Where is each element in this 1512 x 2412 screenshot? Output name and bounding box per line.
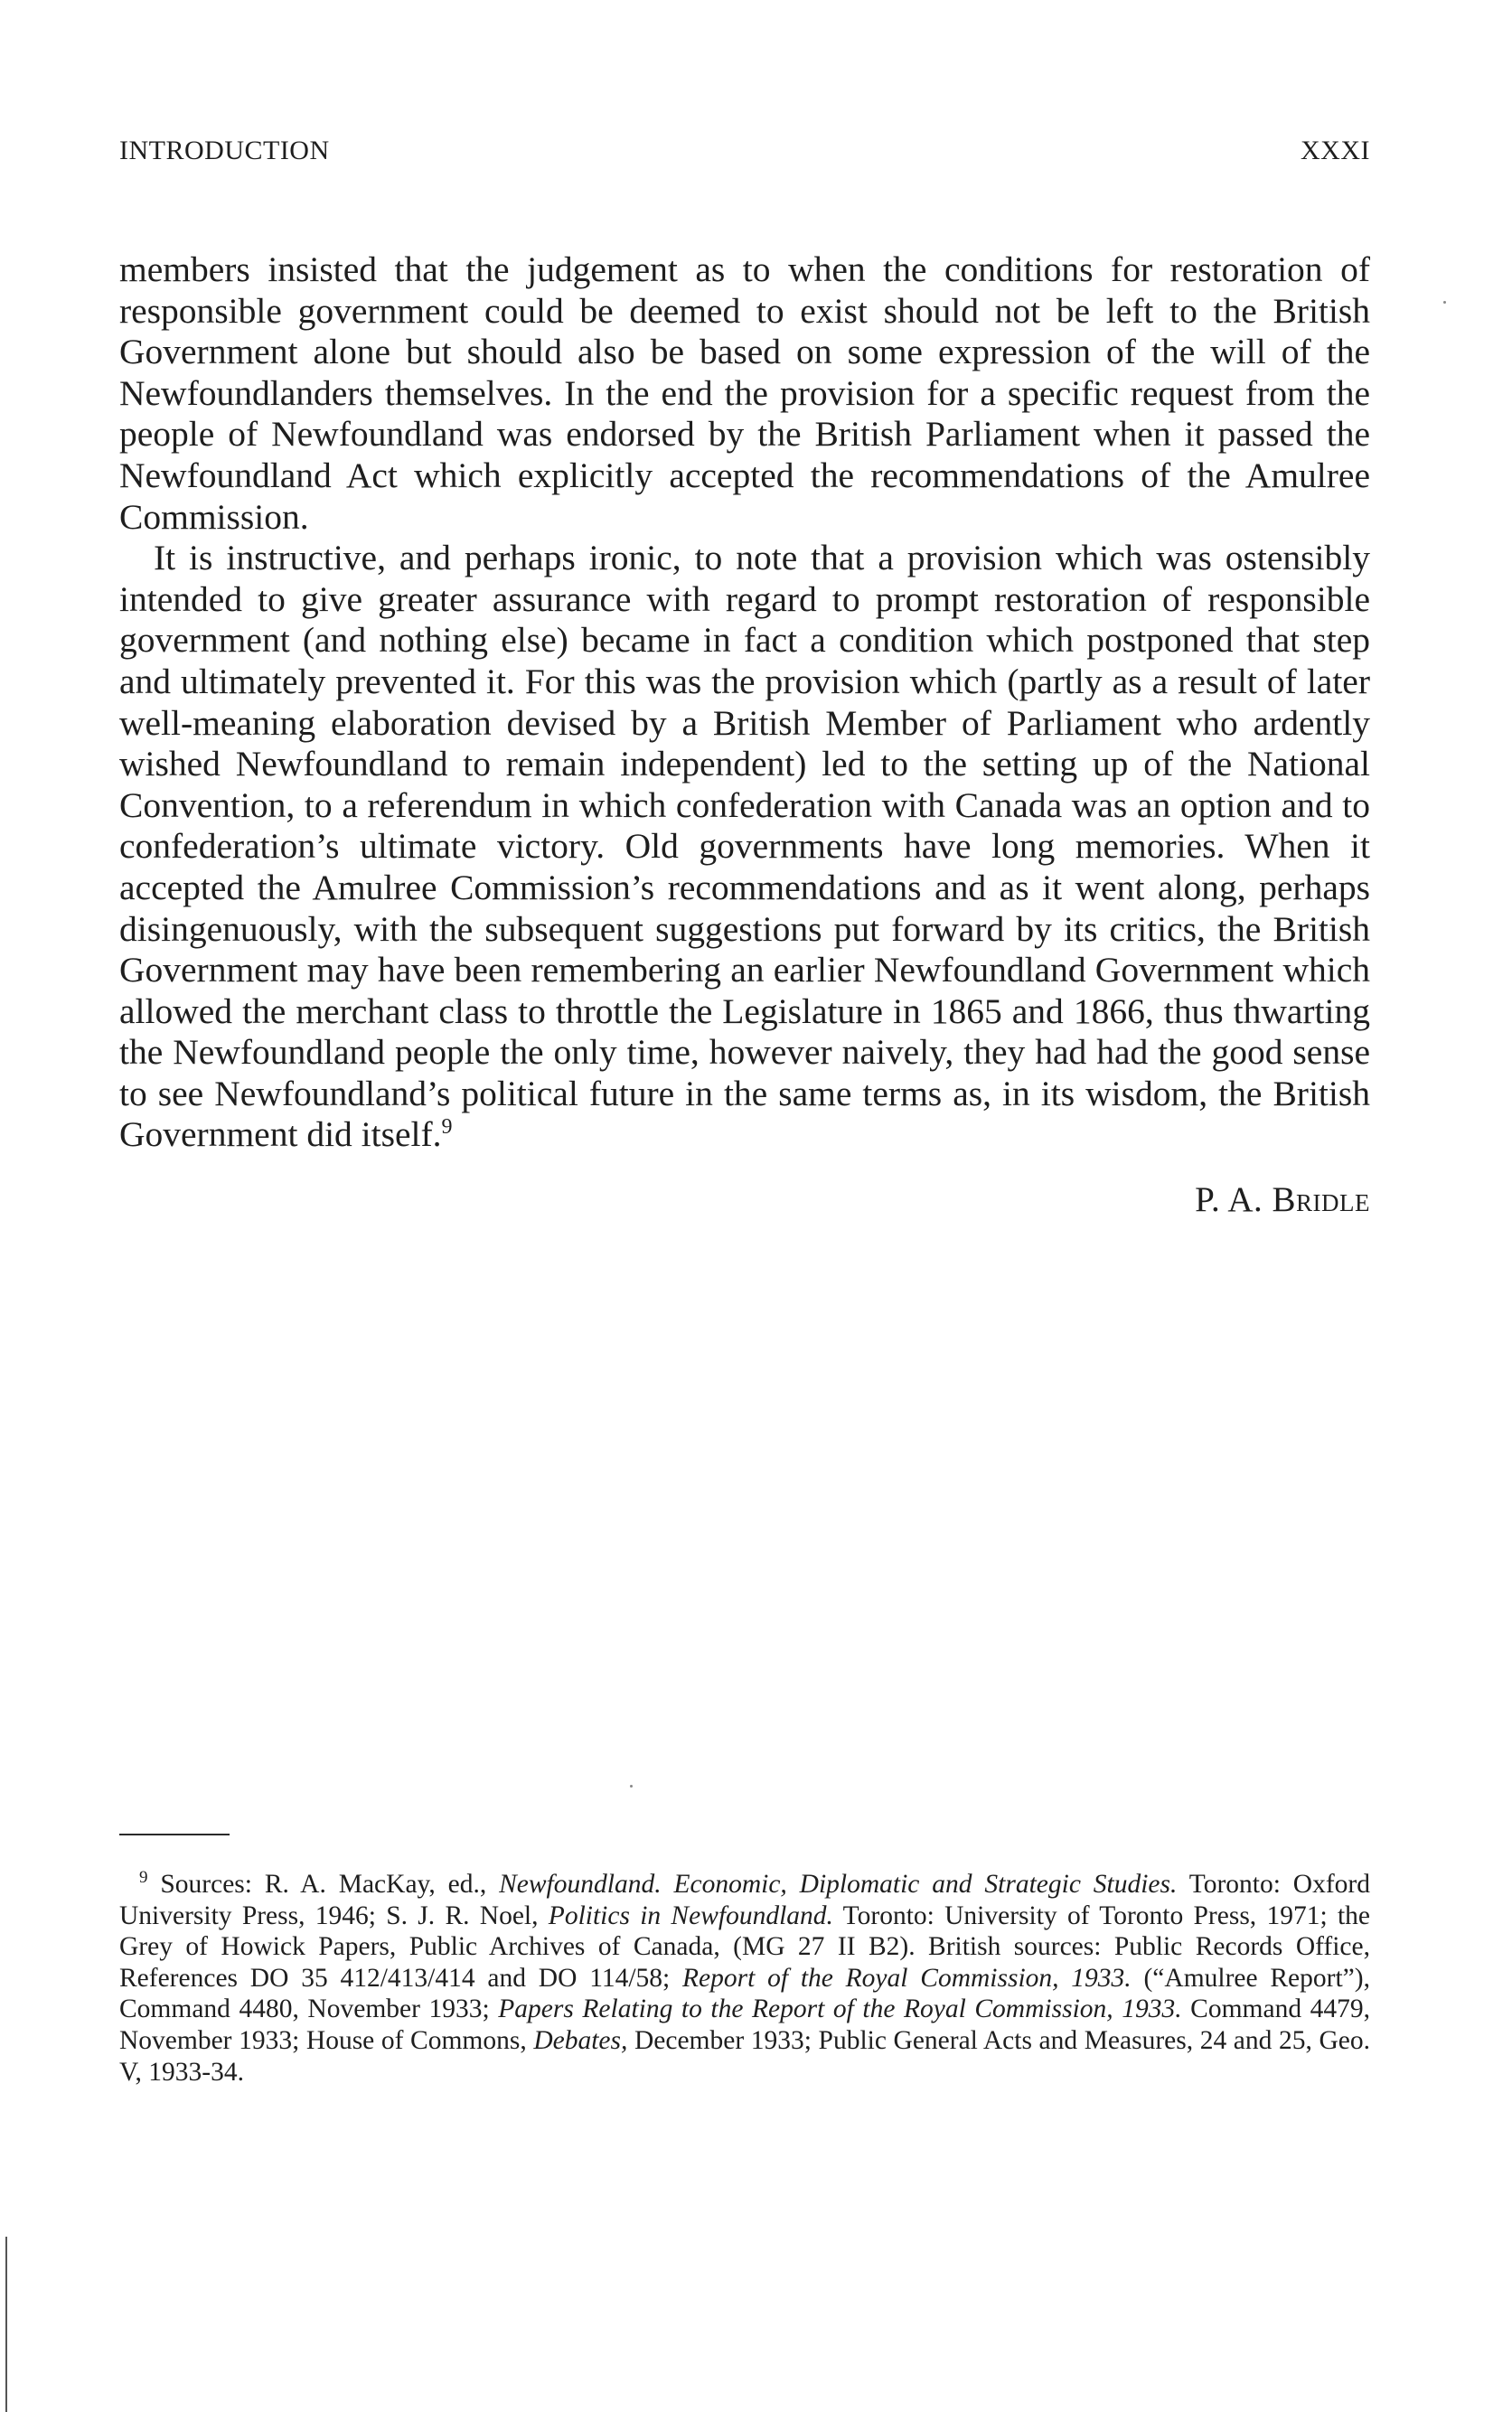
footnote-rule xyxy=(119,1834,230,1835)
paragraph-1-text: members insisted that the judgement as to when the conditions for restoration of responsible government could be deemed to exist should not be left to the British Government alone but should also be based on some expression of the will of the Newfoundlanders themselves. In the end the provision for a specific request from the people of Newfoundland was endorsed by the British Parliament when it passed the Newfoundland Act which explicitly accepted the recommendations of the Amulree Commission. xyxy=(119,249,1370,537)
running-head xyxy=(119,136,1370,172)
author-signature xyxy=(119,1179,1370,1220)
footnote-title-italic: Newfoundland. Economic, Diplomatic and Strategic Studies. xyxy=(499,1870,1178,1899)
footnote-title-italic: Report of the Royal Commission, 1933. xyxy=(682,1963,1132,1993)
paragraph-2-text: It is instructive, and perhaps ironic, to note that a provision which was ostensibly intended to give greater assurance with regard to prompt restoration of responsible government (and nothing else) became in fact a condition which postponed that step and ultimately prevented it. For this was the provision which (partly as a result of later well-meaning elaboration devised by a British Member of Parliament who ardently wished Newfoundland to remain independent) led to the setting up of the National Convention, to a referendum in which confederation with Canada was an option and to confederation’s ultimate victory. Old governments have long memories. When it accepted the Amulree Commission’s recommendations and as it went along, perhaps disingenuously, with the subsequent suggestions put forward by its critics, the British Government may have been remembering an earlier Newfoundland Government which allowed the merchant class to throttle the Legislature in 1865 and 1866, thus thwarting the Newfoundland people the only time, however naively, they had had the good sense to see Newfoundland’s political future in the same terms as, in its wisdom, the British Government did itself. xyxy=(119,538,1370,1155)
paragraph-2 xyxy=(119,538,1370,1156)
footnote-reference[interactable]: 9 xyxy=(441,1115,453,1140)
footnote-title-italic: Politics in Newfoundland. xyxy=(548,1901,833,1930)
footnote-text-segment: Sources: R. A. MacKay, ed., xyxy=(160,1870,500,1899)
author-initials: P. A. xyxy=(1195,1180,1263,1220)
footnote-marker: 9 xyxy=(139,1868,148,1888)
footnote-text-segment: Command 4479, November 1933; House of Commons, xyxy=(119,1994,1371,2055)
footnote-title-italic: Papers Relating to the Report of the Royal Commission, 1933. xyxy=(498,1994,1182,2024)
author-surname: Bridle xyxy=(1272,1180,1370,1220)
paragraph-1 xyxy=(119,249,1370,538)
body-text xyxy=(119,249,1370,1156)
footnotes xyxy=(119,1869,1370,2088)
page-body xyxy=(119,136,1370,1220)
footnote-text xyxy=(119,1870,1370,2087)
scan-speck xyxy=(1443,301,1446,304)
footnote-text-segment: (“Amulree Report”), Command 4480, November 1933; xyxy=(119,1963,1370,2024)
scan-speck xyxy=(630,1785,633,1788)
scan-edge-line xyxy=(5,2237,7,2412)
footnote-text-segment: December 1933; Public General Acts and Measures, 24 and 25, Geo. V, 1933-34. xyxy=(119,2025,1370,2087)
footnote-title-italic: Debates, xyxy=(533,2025,628,2055)
footnote-text-segment: Toronto: Oxford University Press, 1946; S. J. R. Noel, xyxy=(119,1870,1370,1930)
page-number: XXXI xyxy=(1301,136,1370,165)
footnote-text-segment: Toronto: University of Toronto Press, 1971; the Grey of Howick Papers, Public Archives of Canada, (MG 27 II B2). British sources: Public Records Office, References DO 35 412/413/414 and DO 114/58; xyxy=(119,1901,1370,1993)
footnote-9 xyxy=(119,1869,1370,2088)
running-head-title: INTRODUCTION xyxy=(119,136,330,165)
